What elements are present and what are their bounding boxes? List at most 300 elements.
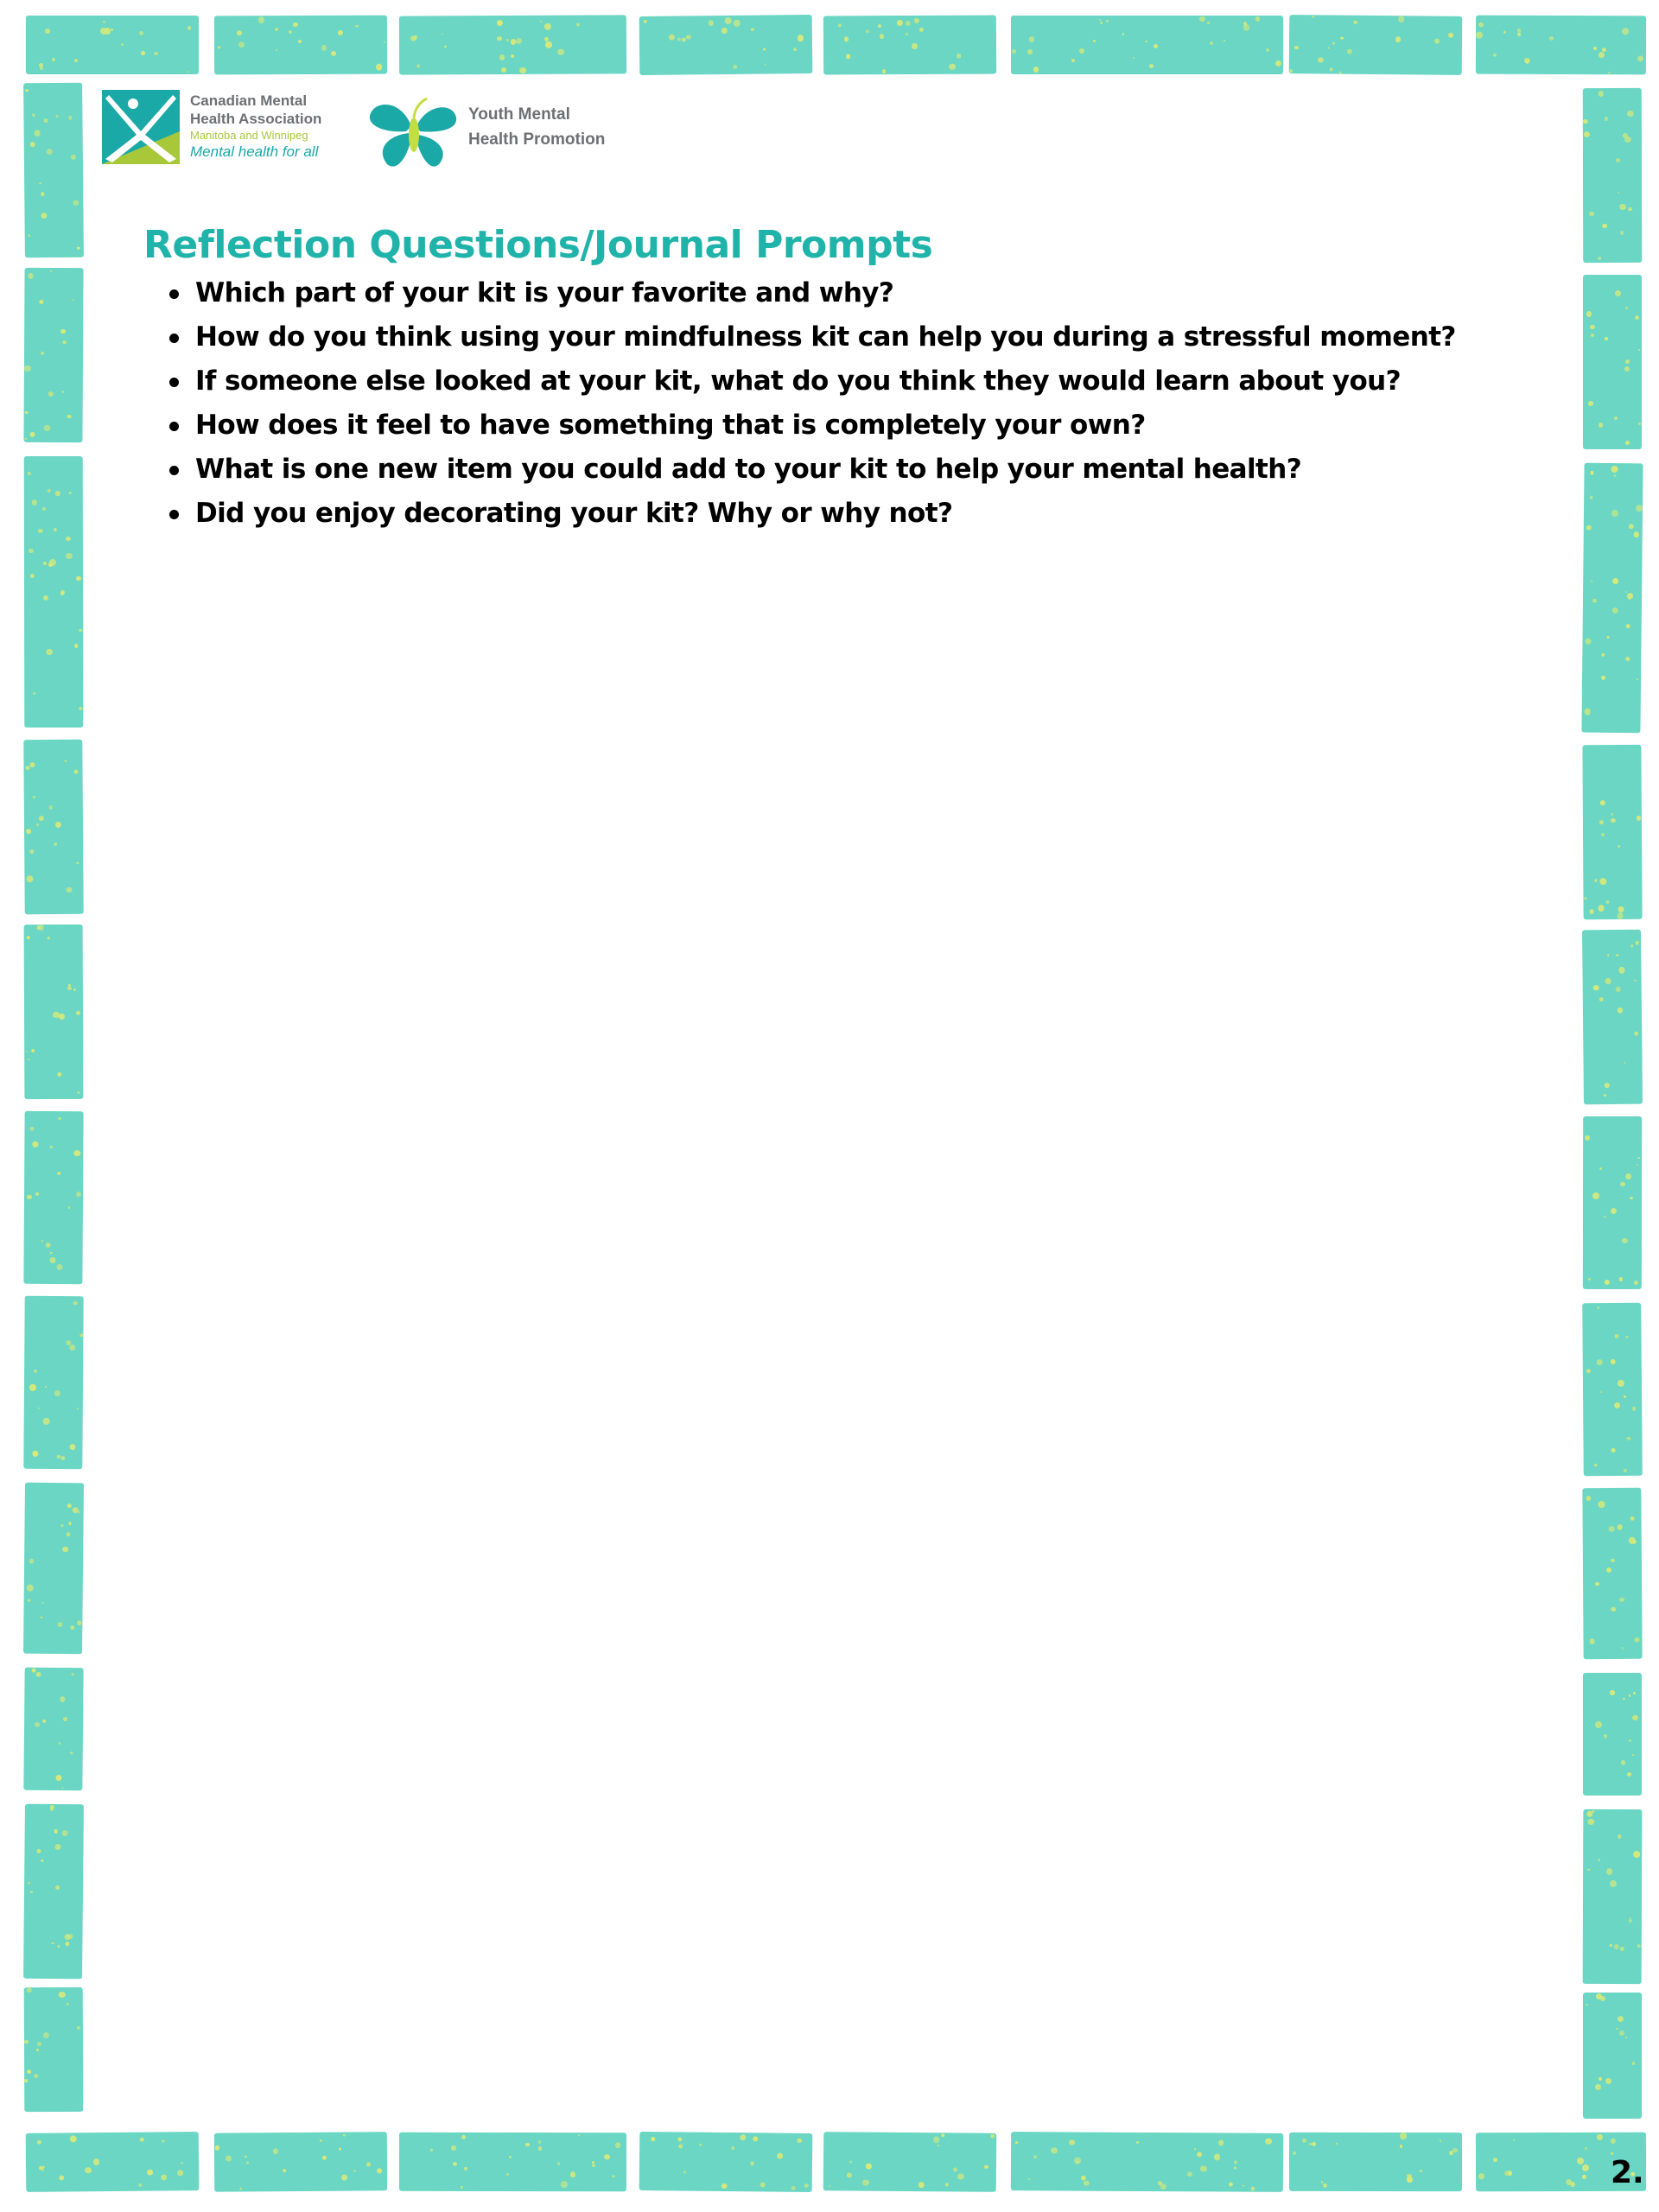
speck-dot	[1636, 505, 1643, 512]
speck-dot	[56, 1455, 60, 1459]
speck-dot	[1592, 1810, 1594, 1813]
speck-dot	[1266, 48, 1269, 52]
speck-dot	[1629, 1739, 1631, 1742]
speck-dot	[1618, 1834, 1622, 1838]
speck-dot	[1618, 912, 1624, 919]
speck-dot	[918, 2182, 925, 2188]
speck-dot	[66, 1532, 70, 1536]
speck-dot	[1586, 2004, 1588, 2006]
speck-dot	[154, 51, 157, 54]
speck-dot	[141, 51, 144, 54]
ymhp-line2: Health Promotion	[468, 130, 606, 149]
speck-dot	[1440, 2140, 1441, 2142]
speck-dot	[1525, 60, 1529, 64]
speck-dot	[464, 2167, 467, 2171]
speck-dot	[1637, 816, 1641, 820]
speck-dot	[55, 1775, 61, 1781]
speck-dot	[239, 2187, 242, 2190]
speck-dot	[1615, 290, 1621, 296]
speck-dot	[592, 2164, 595, 2168]
speck-dot	[353, 2170, 356, 2172]
speck-dot	[25, 2080, 29, 2083]
speck-dot	[1599, 997, 1603, 1001]
speck-dot	[238, 41, 245, 48]
speck-dot	[557, 48, 564, 55]
speck-dot	[1600, 800, 1605, 805]
speck-dot	[1313, 16, 1315, 18]
border-tile	[24, 925, 84, 1099]
speck-dot	[1234, 2160, 1237, 2164]
border-tile	[26, 16, 199, 74]
speck-dot	[538, 2140, 542, 2144]
speck-dot	[67, 415, 72, 419]
speck-dot	[55, 115, 58, 118]
speck-dot	[25, 410, 29, 414]
speck-dot	[32, 1669, 36, 1673]
speck-dot	[1398, 16, 1404, 22]
speck-dot	[57, 1172, 60, 1175]
speck-dot	[67, 2003, 69, 2005]
border-tile	[1582, 745, 1642, 919]
speck-dot	[162, 2139, 164, 2142]
speck-dot	[36, 1849, 41, 1853]
speck-dot	[71, 1625, 75, 1630]
speck-dot	[1617, 1524, 1623, 1530]
speck-dot	[36, 824, 39, 827]
speck-dot	[28, 1882, 30, 1885]
speck-dot	[677, 2138, 682, 2142]
speck-dot	[1604, 117, 1607, 120]
speck-dot	[376, 64, 382, 70]
border-tile	[1583, 1993, 1642, 2119]
speck-dot	[615, 2142, 621, 2148]
prompt-list	[164, 271, 1547, 536]
speck-dot	[85, 2167, 91, 2173]
speck-dot	[245, 2155, 247, 2158]
border-tile	[23, 1804, 84, 1980]
speck-dot	[1606, 1567, 1611, 1573]
speck-dot	[1632, 1539, 1637, 1543]
speck-dot	[1586, 1496, 1591, 1501]
speck-dot	[46, 649, 52, 655]
speck-dot	[1625, 657, 1630, 661]
speck-dot	[1620, 1947, 1624, 1951]
speck-dot	[1100, 22, 1103, 24]
speck-dot	[62, 391, 64, 392]
bullet-icon	[169, 289, 179, 299]
speck-dot	[1616, 954, 1618, 957]
speck-dot	[1599, 820, 1604, 824]
speck-dot	[1599, 1167, 1602, 1170]
speck-dot	[68, 1522, 71, 1525]
speck-dot	[34, 130, 41, 137]
speck-dot	[1591, 334, 1594, 337]
speck-dot	[1582, 2164, 1589, 2171]
speck-dot	[1033, 2155, 1037, 2158]
speck-dot	[651, 2138, 655, 2142]
speck-dot	[29, 762, 35, 767]
speck-dot	[1420, 2170, 1422, 2172]
speck-dot	[1618, 1277, 1623, 1281]
speck-dot	[79, 1333, 83, 1337]
speck-dot	[1611, 466, 1618, 473]
speck-dot	[1611, 510, 1618, 517]
speck-dot	[1207, 22, 1210, 24]
speck-dot	[798, 2138, 803, 2143]
speck-dot	[1513, 2139, 1516, 2142]
speck-dot	[1584, 708, 1591, 715]
speck-dot	[1620, 1598, 1624, 1602]
speck-dot	[678, 2145, 683, 2149]
speck-dot	[1599, 1501, 1605, 1507]
speck-dot	[1210, 41, 1213, 45]
speck-dot	[43, 595, 48, 601]
speck-dot	[1605, 1280, 1610, 1285]
speck-dot	[77, 247, 80, 251]
speck-dot	[74, 644, 79, 648]
speck-dot	[77, 1408, 79, 1410]
speck-dot	[1591, 581, 1592, 582]
speck-dot	[764, 63, 766, 66]
cmha-name-line2: Health Association	[190, 111, 322, 127]
speck-dot	[1620, 231, 1624, 234]
speck-dot	[60, 590, 65, 594]
speck-dot	[1340, 37, 1343, 40]
speck-dot	[1570, 2182, 1575, 2187]
speck-dot	[76, 576, 81, 582]
prompt-text: If someone else looked at your kit, what do you think they would learn about you?	[195, 365, 1401, 397]
speck-dot	[30, 574, 35, 578]
speck-dot	[33, 692, 36, 696]
speck-dot	[1614, 1402, 1621, 1409]
speck-dot	[919, 27, 924, 31]
bullet-icon	[169, 466, 179, 475]
speck-dot	[121, 43, 124, 46]
speck-dot	[1637, 678, 1638, 680]
speck-dot	[1611, 1208, 1618, 1215]
speck-dot	[77, 2026, 80, 2030]
speck-dot	[54, 527, 57, 531]
speck-dot	[734, 20, 740, 26]
speck-dot	[1600, 878, 1607, 885]
speck-dot	[1618, 845, 1620, 848]
cmha-name-line1: Canadian Mental	[190, 92, 308, 109]
speck-dot	[677, 37, 681, 41]
speck-dot	[1611, 813, 1613, 815]
speck-dot	[1635, 941, 1639, 945]
speck-dot	[1588, 401, 1592, 405]
speck-dot	[1614, 1944, 1619, 1949]
speck-dot	[914, 18, 919, 23]
list-item	[164, 271, 1547, 315]
speck-dot	[27, 1987, 32, 1993]
speck-dot	[273, 2148, 279, 2154]
speck-dot	[41, 1240, 43, 1242]
speck-dot	[721, 28, 727, 33]
speck-dot	[25, 437, 28, 440]
prompt-text: What is one new item you could add to your kit to help your mental health?	[195, 454, 1302, 485]
speck-dot	[760, 2182, 766, 2187]
speck-dot	[451, 2145, 455, 2150]
speck-dot	[1592, 598, 1597, 602]
speck-dot	[24, 2040, 29, 2044]
speck-dot	[798, 35, 804, 41]
speck-dot	[377, 2168, 382, 2173]
speck-dot	[1632, 2062, 1635, 2064]
speck-dot	[866, 2164, 872, 2170]
speck-dot	[60, 329, 66, 334]
speck-dot	[32, 1451, 38, 1457]
speck-dot	[1600, 1996, 1605, 2001]
speck-dot	[67, 1503, 72, 1508]
speck-dot	[61, 1524, 64, 1527]
speck-dot	[804, 2183, 809, 2188]
speck-dot	[384, 41, 386, 43]
speck-dot	[511, 39, 517, 45]
speck-dot	[188, 26, 192, 30]
speck-dot	[1493, 2158, 1497, 2163]
speck-dot	[1347, 49, 1352, 54]
speck-dot	[1599, 2077, 1602, 2081]
speck-dot	[1588, 1278, 1590, 1280]
speck-dot	[1634, 1637, 1639, 1643]
speck-dot	[48, 805, 53, 810]
speck-dot	[40, 67, 43, 70]
speck-dot	[1622, 1238, 1627, 1243]
speck-dot	[1603, 224, 1607, 228]
speck-dot	[844, 37, 849, 41]
speck-dot	[42, 507, 45, 510]
speck-dot	[1149, 64, 1154, 68]
speck-dot	[1623, 1698, 1625, 1700]
speck-dot	[1618, 1007, 1623, 1013]
speck-dot	[79, 707, 83, 710]
speck-dot	[44, 118, 48, 123]
speck-dot	[576, 22, 580, 26]
speck-dot	[32, 114, 35, 117]
border-tile	[214, 16, 387, 75]
speck-dot	[1224, 40, 1225, 41]
border-tile	[23, 268, 83, 442]
speck-dot	[1612, 578, 1618, 584]
speck-dot	[570, 2172, 575, 2177]
speck-dot	[1328, 48, 1330, 49]
speck-dot	[32, 796, 35, 798]
speck-dot	[35, 1722, 40, 1727]
butterfly-logo-icon	[366, 95, 460, 169]
prompt-text: How do you think using your mindfulness kit can help you during a stressful moment?	[195, 321, 1456, 353]
speck-dot	[1608, 1526, 1614, 1532]
speck-dot	[342, 2174, 348, 2180]
speck-dot	[1605, 337, 1607, 340]
list-item	[164, 448, 1547, 492]
speck-dot	[1633, 1852, 1640, 1859]
speck-dot	[26, 89, 29, 92]
speck-dot	[1624, 366, 1630, 372]
border-tile	[1583, 1809, 1643, 1984]
speck-dot	[55, 822, 61, 828]
speck-dot	[57, 1622, 62, 1627]
speck-dot	[66, 537, 71, 542]
speck-dot	[1293, 2152, 1296, 2155]
speck-dot	[73, 1301, 78, 1306]
bullet-icon	[169, 334, 179, 343]
speck-dot	[27, 1585, 34, 1592]
speck-dot	[1605, 2078, 1611, 2084]
speck-dot	[763, 48, 766, 51]
speck-dot	[897, 20, 903, 26]
speck-dot	[1592, 1192, 1599, 1199]
speck-dot	[76, 1192, 81, 1197]
speck-dot	[29, 549, 34, 554]
speck-dot	[1630, 944, 1633, 947]
speck-dot	[1599, 52, 1605, 58]
speck-dot	[538, 2146, 543, 2151]
speck-dot	[1610, 1944, 1611, 1946]
speck-dot	[1638, 349, 1640, 351]
speck-dot	[76, 861, 79, 864]
speck-dot	[1093, 40, 1096, 42]
speck-dot	[321, 45, 327, 50]
speck-dot	[1638, 423, 1641, 425]
speck-dot	[34, 2074, 38, 2078]
speck-dot	[39, 816, 44, 821]
speck-dot	[846, 54, 851, 60]
border-tile	[639, 15, 813, 75]
speck-dot	[45, 1243, 50, 1248]
speck-dot	[461, 2186, 463, 2189]
speck-dot	[37, 2140, 41, 2145]
speck-dot	[70, 2136, 77, 2143]
speck-dot	[74, 59, 78, 62]
speck-dot	[945, 2183, 949, 2186]
speck-dot	[1623, 133, 1628, 138]
border-tile	[1581, 463, 1643, 734]
speck-dot	[1625, 359, 1630, 364]
border-tile	[1289, 2133, 1462, 2191]
speck-dot	[733, 65, 737, 69]
speck-dot	[139, 2183, 143, 2187]
speck-dot	[1618, 906, 1624, 912]
speck-dot	[47, 149, 53, 155]
speck-dot	[1601, 833, 1605, 836]
speck-dot	[1599, 423, 1604, 428]
speck-dot	[1586, 1369, 1591, 1373]
speck-dot	[355, 25, 358, 28]
speck-dot	[338, 29, 343, 35]
speck-dot	[1611, 1448, 1615, 1452]
list-item	[164, 315, 1547, 359]
speck-dot	[1584, 897, 1586, 899]
speck-dot	[1637, 1944, 1641, 1948]
speck-dot	[453, 2162, 457, 2166]
speck-dot	[957, 54, 962, 59]
speck-dot	[29, 432, 35, 437]
speck-dot	[949, 64, 956, 71]
speck-dot	[777, 2153, 783, 2159]
speck-dot	[36, 2049, 39, 2051]
speck-dot	[578, 2134, 580, 2136]
speck-dot	[1630, 1197, 1633, 1200]
speck-dot	[1616, 158, 1619, 162]
border-tile	[24, 456, 84, 728]
speck-dot	[61, 1787, 63, 1789]
speck-dot	[1593, 47, 1597, 50]
speck-dot	[1353, 20, 1357, 24]
speck-dot	[1187, 2171, 1193, 2177]
speck-dot	[540, 21, 542, 22]
border-tile	[26, 2132, 200, 2192]
speck-dot	[60, 1697, 65, 1702]
speck-dot	[1595, 1582, 1599, 1586]
speck-dot	[1630, 1516, 1634, 1521]
speck-dot	[416, 65, 420, 68]
speck-dot	[73, 200, 79, 207]
speck-dot	[1234, 2166, 1236, 2169]
speck-dot	[849, 2160, 852, 2163]
speck-dot	[67, 986, 72, 990]
bullet-icon	[169, 378, 179, 387]
speck-dot	[592, 2161, 594, 2164]
speck-dot	[26, 830, 31, 835]
speck-dot	[320, 2139, 322, 2142]
speck-dot	[1332, 41, 1335, 44]
speck-dot	[1051, 2147, 1058, 2154]
speck-dot	[721, 2183, 727, 2189]
ymhp-wordmark	[468, 102, 658, 152]
speck-dot	[1618, 1380, 1624, 1387]
speck-dot	[1255, 16, 1260, 21]
speck-dot	[1594, 1464, 1598, 1467]
speck-dot	[912, 43, 917, 48]
speck-dot	[61, 1830, 67, 1836]
speck-dot	[103, 21, 105, 23]
bullet-icon	[169, 510, 179, 519]
speck-dot	[1589, 909, 1594, 914]
speck-dot	[105, 28, 111, 34]
speck-dot	[289, 30, 293, 35]
speck-dot	[1614, 416, 1618, 420]
speck-dot	[29, 235, 31, 238]
speck-dot	[28, 472, 31, 475]
speck-dot	[1625, 624, 1630, 628]
speck-dot	[957, 2173, 963, 2179]
speck-dot	[1604, 1094, 1606, 1096]
speck-dot	[68, 116, 73, 120]
speck-dot	[525, 2143, 530, 2147]
speck-dot	[1634, 1281, 1638, 1285]
speck-dot	[66, 553, 73, 560]
speck-dot	[1452, 2148, 1457, 2152]
speck-dot	[187, 71, 188, 73]
speck-dot	[847, 2172, 852, 2177]
speck-dot	[511, 54, 515, 59]
speck-dot	[1549, 36, 1554, 41]
speck-dot	[669, 35, 675, 41]
speck-dot	[1606, 900, 1610, 904]
speck-dot	[1621, 1182, 1625, 1186]
speck-dot	[410, 35, 416, 41]
speck-dot	[1448, 33, 1453, 38]
speck-dot	[750, 2161, 754, 2165]
speck-dot	[29, 1126, 35, 1131]
speck-dot	[1626, 1336, 1629, 1338]
border-tile	[23, 83, 84, 258]
speck-dot	[31, 499, 37, 505]
speck-dot	[506, 2173, 509, 2176]
speck-dot	[1583, 119, 1588, 124]
speck-dot	[38, 925, 43, 930]
